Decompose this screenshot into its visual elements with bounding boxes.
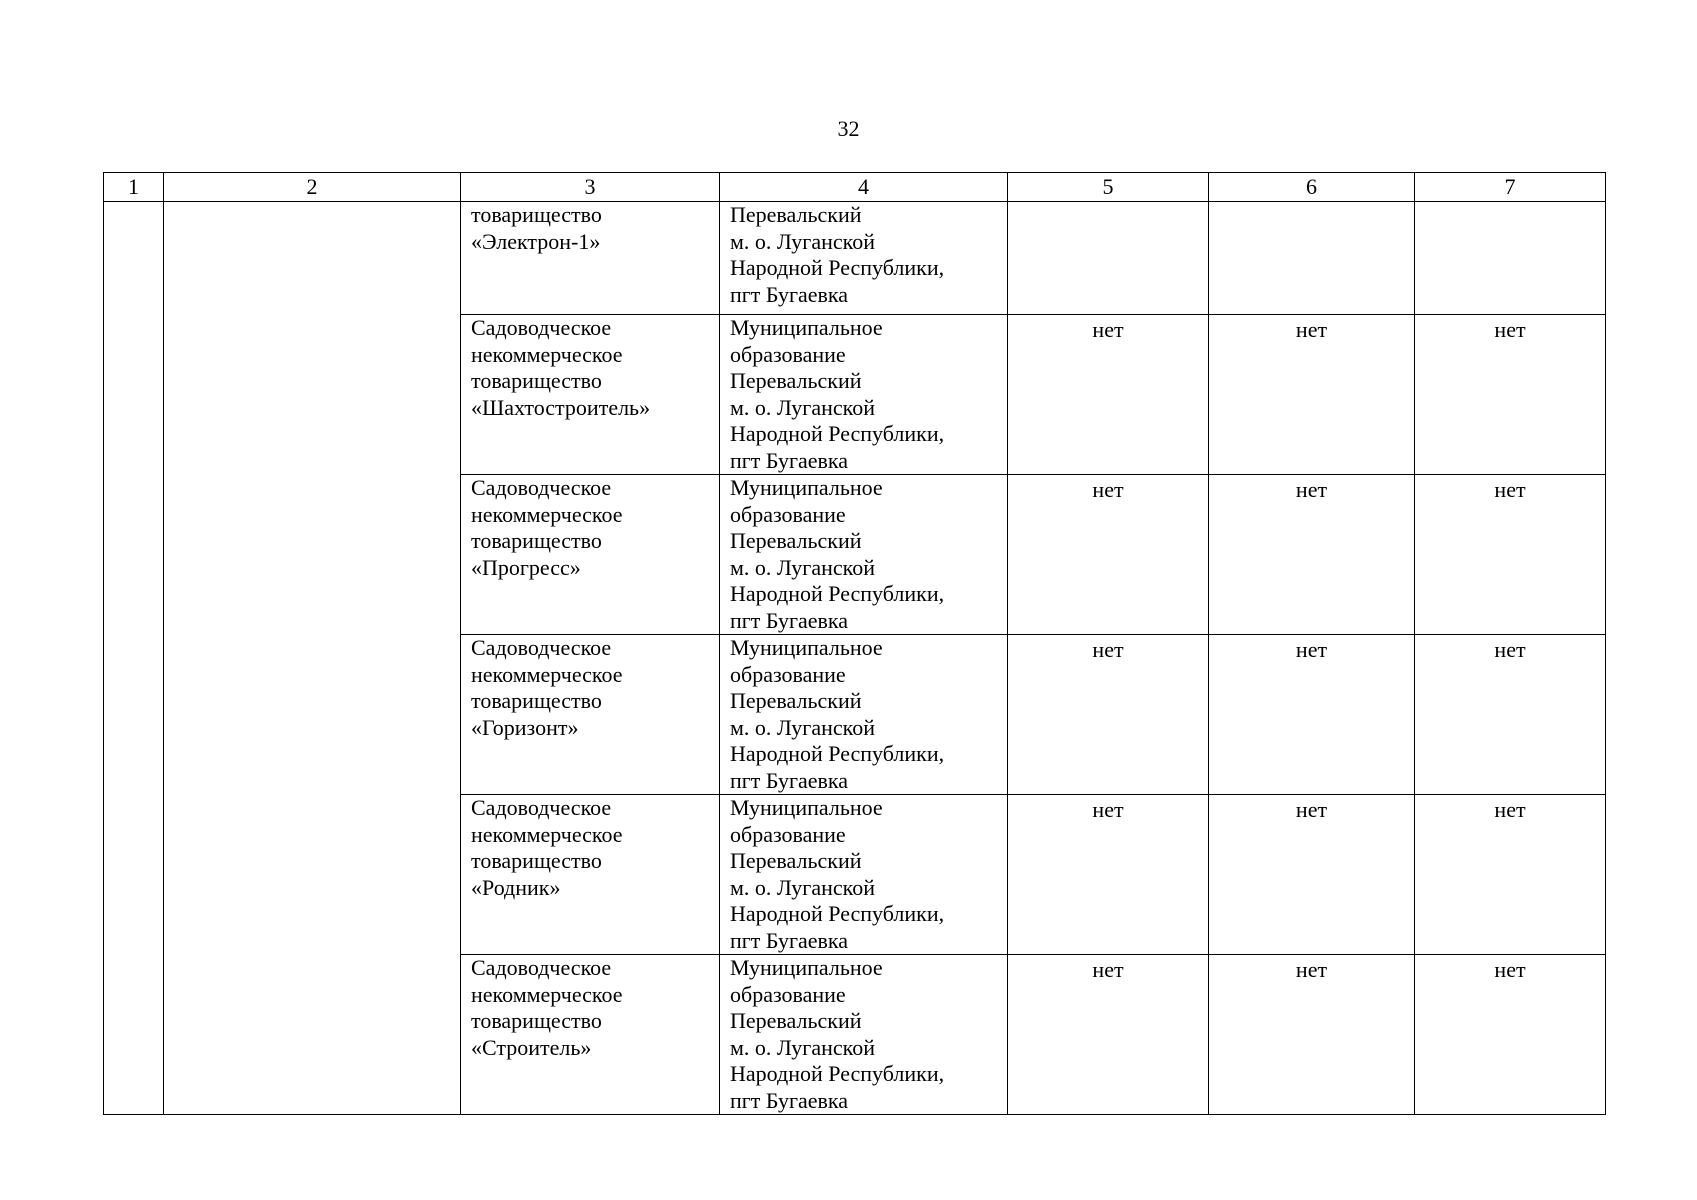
cell-text-line: Народной Республики, bbox=[730, 421, 945, 446]
value-cell-col5 bbox=[1008, 202, 1209, 315]
organization-name-cell bbox=[461, 475, 720, 635]
cell-text-line: «Родник» bbox=[471, 874, 561, 900]
cell-text-line: товарищество bbox=[471, 202, 602, 227]
cell-text-line: м. о. Луганской bbox=[730, 1034, 875, 1060]
value-cell-col7: нет bbox=[1415, 475, 1606, 635]
header-cell-2: 2 bbox=[164, 173, 461, 202]
value-cell-col6: нет bbox=[1209, 315, 1415, 475]
header-cell-4: 4 bbox=[720, 173, 1008, 202]
cell-text-line: некоммерческое bbox=[471, 821, 623, 847]
cell-text-line: м. о. Луганской bbox=[730, 394, 875, 420]
page-number: 32 bbox=[837, 116, 860, 141]
header-cell-1: 1 bbox=[104, 173, 164, 202]
cell-text-line: образование bbox=[730, 661, 846, 687]
cell-text-line: пгт Бугаевка bbox=[730, 927, 849, 953]
registry-table bbox=[103, 172, 1606, 1115]
header-cell-7: 7 bbox=[1415, 173, 1606, 202]
header-cell-6: 6 bbox=[1209, 173, 1415, 202]
value-cell-col7: нет bbox=[1415, 795, 1606, 955]
cell-text-line: товарищество bbox=[471, 368, 602, 393]
cell-text-line: Садоводческое bbox=[471, 475, 612, 500]
table-header-row bbox=[104, 173, 1606, 202]
organization-name-cell bbox=[461, 315, 720, 475]
cell-text-line: «Строитель» bbox=[471, 1034, 592, 1060]
value-cell-col6 bbox=[1209, 202, 1415, 315]
cell-text-line: Народной Республики, bbox=[730, 741, 945, 766]
cell-text-line: Перевальский bbox=[730, 368, 862, 393]
cell-text-line: пгт Бугаевка bbox=[730, 607, 849, 633]
cell-text-line: Садоводческое bbox=[471, 315, 612, 340]
header-cell-3: 3 bbox=[461, 173, 720, 202]
value-cell-col7: нет bbox=[1415, 635, 1606, 795]
cell-text-line: некоммерческое bbox=[471, 661, 623, 687]
location-cell bbox=[720, 795, 1008, 955]
value-cell-col7 bbox=[1415, 202, 1606, 315]
cell-text-line: Перевальский bbox=[730, 848, 862, 873]
cell-text-line: товарищество bbox=[471, 848, 602, 873]
cell-text-line: Садоводческое bbox=[471, 635, 612, 660]
location-cell bbox=[720, 955, 1008, 1115]
value-cell-col6: нет bbox=[1209, 635, 1415, 795]
cell-text-line: товарищество bbox=[471, 688, 602, 713]
value-cell-col5: нет bbox=[1008, 315, 1209, 475]
value-cell-col6: нет bbox=[1209, 955, 1415, 1115]
value-cell-col5: нет bbox=[1008, 475, 1209, 635]
cell-text-line: Перевальский bbox=[730, 202, 862, 227]
cell-text-line: пгт Бугаевка bbox=[730, 1087, 849, 1113]
header-cell-5: 5 bbox=[1008, 173, 1209, 202]
merged-cell-col2 bbox=[164, 202, 461, 1115]
cell-text-line: Перевальский bbox=[730, 1008, 862, 1033]
location-cell bbox=[720, 475, 1008, 635]
organization-name-cell bbox=[461, 795, 720, 955]
cell-text-line: Муниципальное bbox=[730, 315, 883, 340]
cell-text-line: образование bbox=[730, 821, 846, 847]
cell-text-line: Народной Республики, bbox=[730, 581, 945, 606]
cell-text-line: м. о. Луганской bbox=[730, 714, 875, 740]
value-cell-col5: нет bbox=[1008, 955, 1209, 1115]
cell-text-line: товарищество bbox=[471, 528, 602, 553]
value-cell-col6: нет bbox=[1209, 795, 1415, 955]
cell-text-line: «Электрон-1» bbox=[471, 228, 601, 254]
cell-text-line: образование bbox=[730, 981, 846, 1007]
cell-text-line: «Прогресс» bbox=[471, 554, 581, 580]
value-cell-col5: нет bbox=[1008, 795, 1209, 955]
organization-name-cell bbox=[461, 635, 720, 795]
cell-text-line: «Шахтостроитель» bbox=[471, 394, 651, 420]
value-cell-col5: нет bbox=[1008, 635, 1209, 795]
cell-text-line: Муниципальное bbox=[730, 635, 883, 660]
cell-text-line: пгт Бугаевка bbox=[730, 447, 849, 473]
cell-text-line: м. о. Луганской bbox=[730, 554, 875, 580]
cell-text-line: м. о. Луганской bbox=[730, 874, 875, 900]
cell-text-line: Народной Республики, bbox=[730, 901, 945, 926]
cell-text-line: Муниципальное bbox=[730, 475, 883, 500]
cell-text-line: пгт Бугаевка bbox=[730, 767, 849, 793]
location-cell bbox=[720, 202, 1008, 315]
cell-text-line: Садоводческое bbox=[471, 795, 612, 820]
value-cell-col7: нет bbox=[1415, 955, 1606, 1115]
merged-cell-col1 bbox=[104, 202, 164, 1115]
cell-text-line: некоммерческое bbox=[471, 501, 623, 527]
organization-name-cell bbox=[461, 202, 720, 315]
cell-text-line: Народной Республики, bbox=[730, 1061, 945, 1086]
cell-text-line: Перевальский bbox=[730, 688, 862, 713]
table-row bbox=[104, 202, 1606, 315]
cell-text-line: пгт Бугаевка bbox=[730, 281, 849, 307]
cell-text-line: товарищество bbox=[471, 1008, 602, 1033]
cell-text-line: «Горизонт» bbox=[471, 714, 579, 740]
cell-text-line: Садоводческое bbox=[471, 955, 612, 980]
cell-text-line: образование bbox=[730, 341, 846, 367]
cell-text-line: м. о. Луганской bbox=[730, 228, 875, 254]
cell-text-line: Перевальский bbox=[730, 528, 862, 553]
cell-text-line: Муниципальное bbox=[730, 795, 883, 820]
cell-text-line: Муниципальное bbox=[730, 955, 883, 980]
cell-text-line: Народной Республики, bbox=[730, 255, 945, 280]
organization-name-cell bbox=[461, 955, 720, 1115]
cell-text-line: образование bbox=[730, 501, 846, 527]
cell-text-line: некоммерческое bbox=[471, 341, 623, 367]
location-cell bbox=[720, 635, 1008, 795]
cell-text-line: некоммерческое bbox=[471, 981, 623, 1007]
location-cell bbox=[720, 315, 1008, 475]
value-cell-col7: нет bbox=[1415, 315, 1606, 475]
value-cell-col6: нет bbox=[1209, 475, 1415, 635]
